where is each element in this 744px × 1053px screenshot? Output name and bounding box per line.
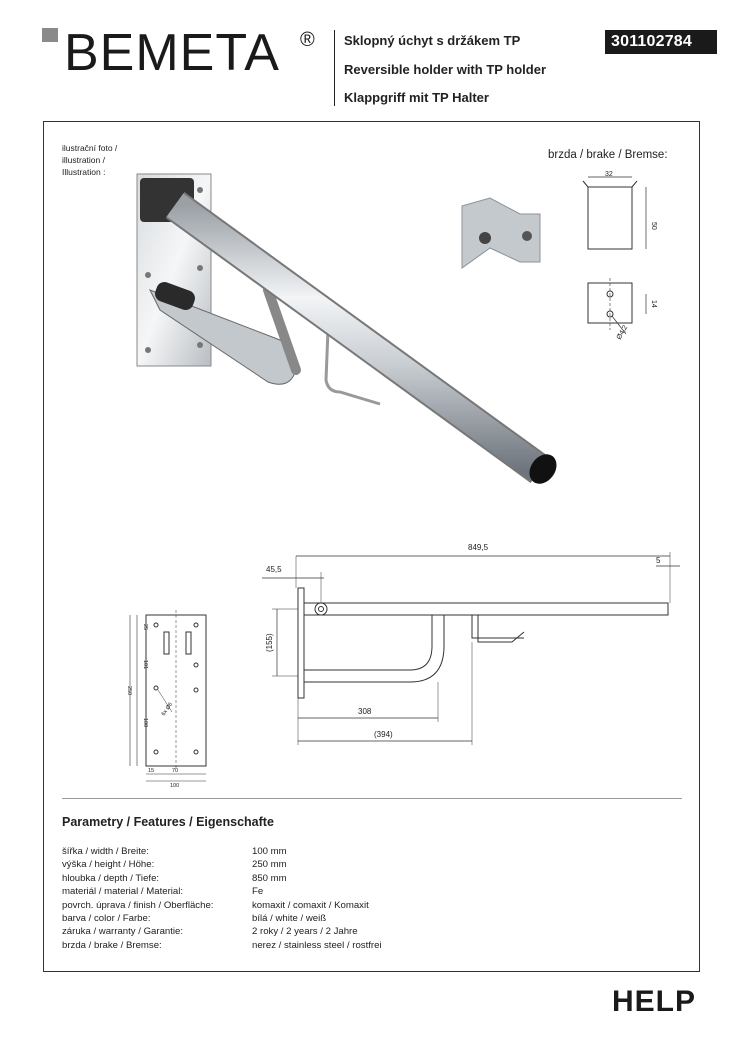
side-view-drawing [262, 552, 680, 745]
plate-front-drawing [130, 610, 206, 781]
title-en: Reversible holder with TP holder [344, 62, 547, 77]
dim-plate-100: 100 [142, 718, 148, 728]
screw-icon [145, 347, 151, 353]
param-label: brzda / brake / Bremse: [62, 939, 162, 951]
param-row-color [62, 912, 662, 925]
param-value: bílá / white / weiß [252, 912, 327, 924]
param-row-finish [62, 899, 662, 912]
param-value: 850 mm [252, 872, 287, 884]
param-row-height [62, 858, 662, 871]
illustration-label-cz: ilustrační foto / [62, 143, 118, 153]
brake-hole-icon [522, 231, 532, 241]
parameters-table [62, 845, 662, 952]
illustration-label-de: Illustration : [62, 167, 106, 177]
screw-icon [197, 342, 203, 348]
param-value: Fe [252, 886, 264, 898]
brake-drawing-front [583, 177, 646, 249]
param-row-width [62, 845, 662, 858]
param-value: 250 mm [252, 859, 287, 871]
product-code: 301102784 [605, 30, 717, 54]
dim-plate-holes: 6x Ø6 [160, 701, 175, 718]
support-side [304, 615, 444, 682]
dim-depth-394: (394) [374, 730, 393, 739]
param-row-warranty [62, 925, 662, 938]
dim-plate-101: 101 [142, 660, 148, 670]
dim-brake-height: 50 [650, 222, 657, 230]
param-row-brake [62, 939, 662, 952]
title-de: Klappgriff mit TP Halter [344, 90, 489, 105]
param-value: 100 mm [252, 846, 287, 857]
brake-outline [588, 187, 632, 249]
brake-hole-icon [479, 232, 491, 244]
param-label: povrch. úprava / finish / Oberfläche: [62, 899, 214, 911]
wall-plate-side [298, 588, 304, 698]
param-row-material [62, 885, 662, 898]
tp-holder-side [472, 615, 524, 642]
screw-icon [197, 265, 203, 271]
dim-plate-15: 15 [148, 768, 155, 774]
dim-plate-25: 25 [142, 624, 148, 631]
param-value: 2 roky / 2 years / 2 Jahre [252, 926, 358, 938]
dim-offset: 45,5 [266, 565, 282, 574]
brake-drawing-side [588, 278, 646, 334]
dim-plate-70: 70 [172, 768, 179, 774]
dim-total-length: 849,5 [468, 543, 489, 552]
section-divider [62, 798, 682, 799]
registered-mark: ® [300, 29, 315, 51]
param-label: barva / color / Farbe: [62, 912, 151, 924]
screw-icon [197, 187, 203, 193]
param-label: materiál / material / Material: [62, 886, 184, 898]
brake-photo [462, 198, 540, 268]
param-row-depth [62, 872, 662, 885]
param-value: komaxit / comaxit / Komaxit [252, 899, 369, 911]
param-label: záruka / warranty / Garantie: [62, 926, 184, 938]
title-cz: Sklopný úchyt s držákem TP [344, 33, 521, 48]
dim-brake-width: 32 [605, 171, 613, 178]
screw-icon [145, 272, 151, 278]
dim-tip: 5 [656, 556, 661, 565]
dim-brake-14: 14 [650, 300, 657, 308]
illustration-label-en: illustration / [62, 155, 105, 165]
param-label: šířka / width / Breite: [62, 846, 149, 857]
bar-side [304, 603, 668, 615]
param-value: nerez / stainless steel / rostfrei [252, 939, 382, 951]
param-label: výška / height / Höhe: [62, 859, 155, 871]
logo-text: BEMETA [64, 24, 280, 78]
dim-plate-width: 100 [170, 783, 180, 789]
series-name: HELP [612, 985, 697, 1018]
dim-brake-hole: Ø4,2 [615, 324, 630, 341]
dim-plate-250: 250 [126, 686, 132, 696]
param-label: hloubka / depth / Tiefe: [62, 872, 160, 884]
dim-depth-308: 308 [358, 707, 372, 716]
dim-height: (155) [265, 633, 274, 652]
features-title: Parametry / Features / Eigenschafte [62, 815, 274, 829]
brake-label: brzda / brake / Bremse: [548, 149, 668, 161]
